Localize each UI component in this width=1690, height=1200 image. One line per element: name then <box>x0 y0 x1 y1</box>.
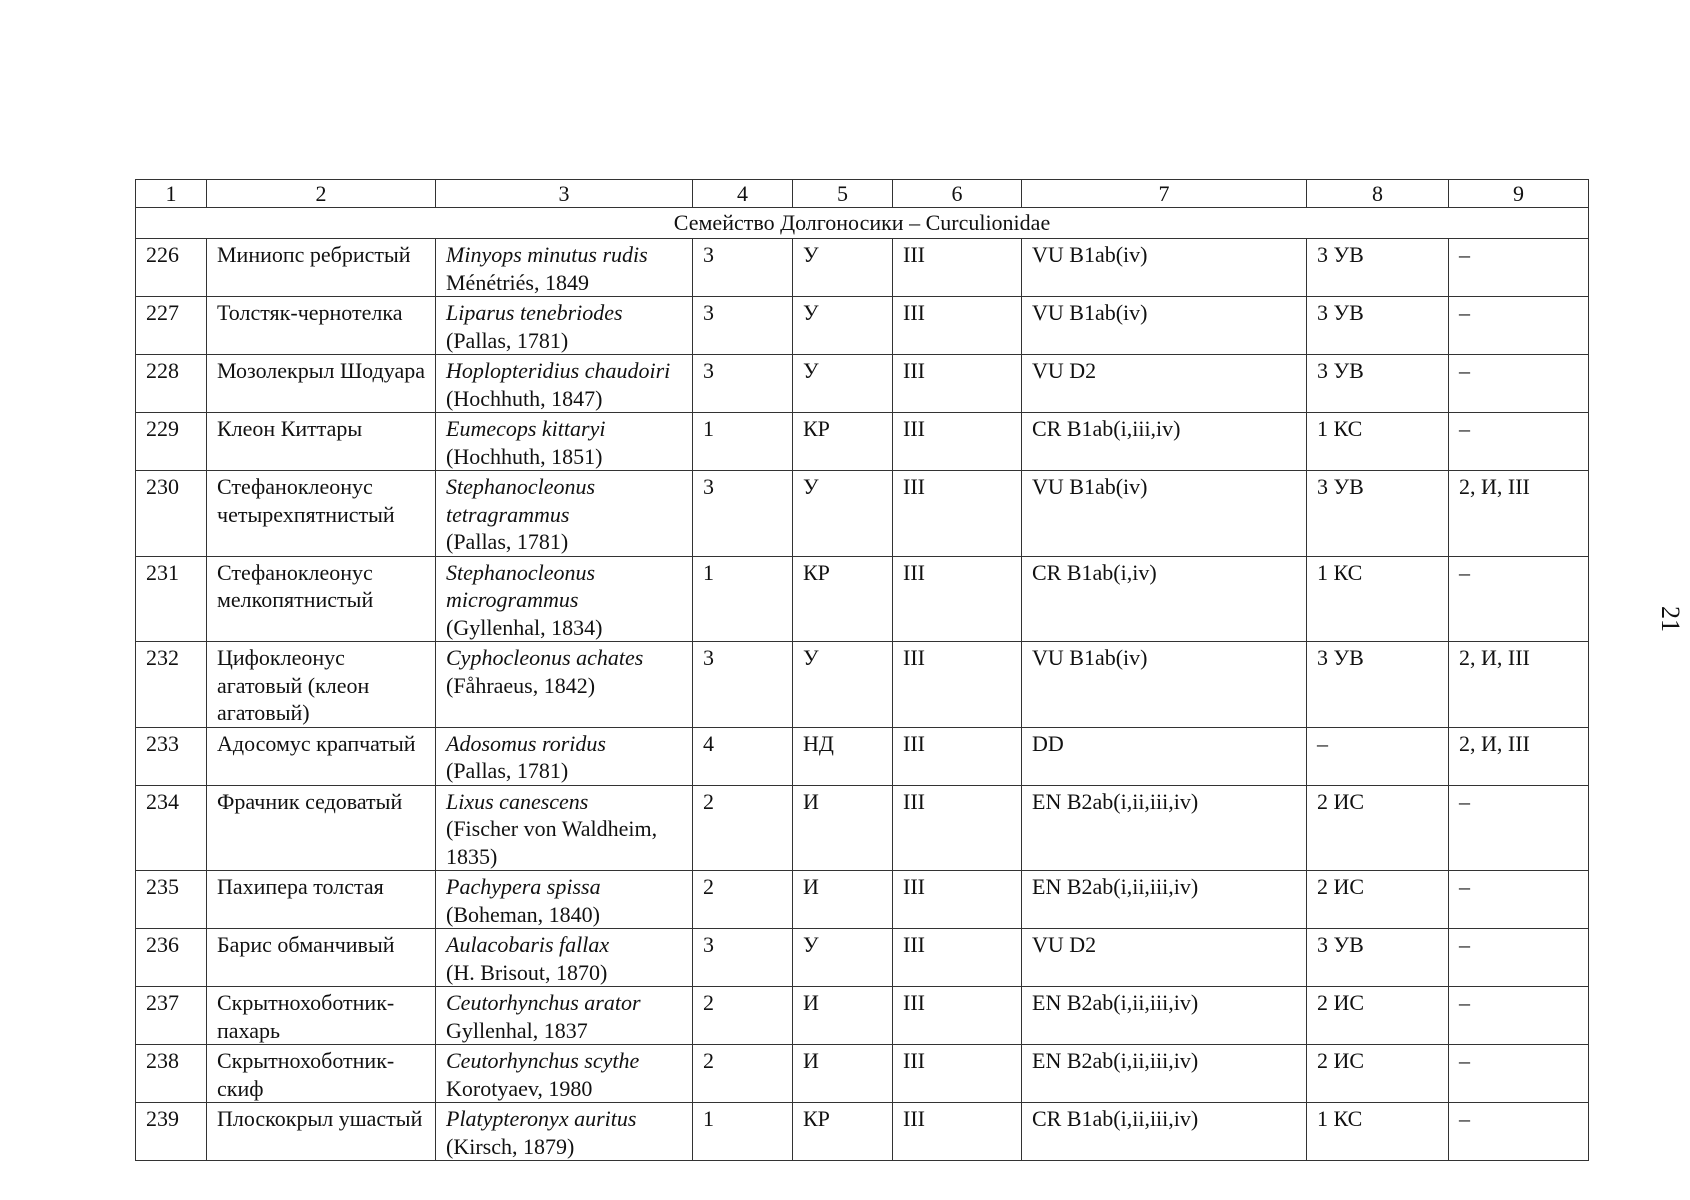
iucn-criteria-cell: CR B1ab(i,ii,iii,iv) <box>1022 1103 1307 1161</box>
priority-cell: III <box>893 642 1022 728</box>
priority-cell: III <box>893 987 1022 1045</box>
latin-binomial: Cyphocleonus achates <box>446 645 644 670</box>
taxon-author: (Fåhraeus, 1842) <box>446 672 596 698</box>
category-cell: 2 <box>693 1045 793 1103</box>
table-row <box>136 239 1589 297</box>
iucn-criteria-cell: VU B1ab(iv) <box>1022 471 1307 557</box>
row-number-cell: 229 <box>136 413 207 471</box>
notes-cell: – <box>1449 1103 1589 1161</box>
taxon-author: (Hochhuth, 1851) <box>446 443 603 469</box>
latin-binomial: Lixus canescens <box>446 788 589 814</box>
column-header: 3 <box>436 180 693 208</box>
row-number-cell: 238 <box>136 1045 207 1103</box>
species-name-cell: Мозолекрыл Шодуара <box>207 355 436 413</box>
row-number-cell: 239 <box>136 1103 207 1161</box>
notes-cell: – <box>1449 413 1589 471</box>
column-header-row <box>136 180 1589 208</box>
taxon-author: Korotyaev, 1980 <box>446 1075 593 1101</box>
row-number-cell: 228 <box>136 355 207 413</box>
row-number-cell: 235 <box>136 871 207 929</box>
priority-cell: III <box>893 471 1022 557</box>
priority-cell: III <box>893 1045 1022 1103</box>
taxon-author: (Pallas, 1781) <box>446 758 569 783</box>
iucn-criteria-cell: EN B2ab(i,ii,iii,iv) <box>1022 1045 1307 1103</box>
species-name-cell: Клеон Киттары <box>207 413 436 471</box>
latin-binomial: Stephanocleonus tetragrammus <box>446 474 596 527</box>
table-row <box>136 413 1589 471</box>
column-header: 5 <box>793 180 893 208</box>
column-header: 9 <box>1449 180 1589 208</box>
status-cell: У <box>793 297 893 355</box>
row-number-cell: 227 <box>136 297 207 355</box>
notes-cell: 2, И, III <box>1449 471 1589 557</box>
regional-status-cell: 3 УВ <box>1307 239 1449 297</box>
row-number-cell: 233 <box>136 727 207 785</box>
status-cell: И <box>793 871 893 929</box>
table-row <box>136 1103 1589 1161</box>
taxon-author: (Pallas, 1781) <box>446 529 569 554</box>
family-heading-row <box>136 208 1589 239</box>
status-cell: КР <box>793 556 893 642</box>
priority-cell: III <box>893 929 1022 987</box>
category-cell: 1 <box>693 413 793 471</box>
priority-cell: III <box>893 297 1022 355</box>
status-cell: КР <box>793 413 893 471</box>
category-cell: 2 <box>693 785 793 871</box>
latin-name-cell <box>436 1103 693 1161</box>
table-row <box>136 642 1589 728</box>
table-row <box>136 1045 1589 1103</box>
priority-cell: III <box>893 355 1022 413</box>
status-cell: И <box>793 987 893 1045</box>
column-header: 1 <box>136 180 207 208</box>
category-cell: 1 <box>693 556 793 642</box>
notes-cell: 2, И, III <box>1449 642 1589 728</box>
notes-cell: – <box>1449 785 1589 871</box>
regional-status-cell: 3 УВ <box>1307 471 1449 557</box>
iucn-criteria-cell: VU B1ab(iv) <box>1022 297 1307 355</box>
column-header: 4 <box>693 180 793 208</box>
column-header: 6 <box>893 180 1022 208</box>
species-name-cell: Пахипера толстая <box>207 871 436 929</box>
latin-name-cell <box>436 297 693 355</box>
row-number-cell: 230 <box>136 471 207 557</box>
priority-cell: III <box>893 785 1022 871</box>
regional-status-cell: 2 ИС <box>1307 987 1449 1045</box>
status-cell: У <box>793 471 893 557</box>
latin-binomial: Stephanocleonus microgrammus <box>446 559 596 612</box>
latin-binomial: Ceutorhynchus arator <box>446 990 641 1015</box>
row-number-cell: 231 <box>136 556 207 642</box>
row-number-cell: 236 <box>136 929 207 987</box>
taxon-author: (H. Brisout, 1870) <box>446 959 608 985</box>
notes-cell: – <box>1449 987 1589 1045</box>
notes-cell: – <box>1449 297 1589 355</box>
latin-binomial: Platypteronyx auritus <box>446 1106 637 1131</box>
iucn-criteria-cell: EN B2ab(i,ii,iii,iv) <box>1022 785 1307 871</box>
taxon-author: (Fischer von Waldheim, 1835) <box>446 816 658 869</box>
taxon-author: Ménétriés, 1849 <box>446 269 589 295</box>
notes-cell: – <box>1449 871 1589 929</box>
latin-binomial: Minyops minutus rudis <box>446 242 648 267</box>
species-name-cell: Барис обманчивый <box>207 929 436 987</box>
iucn-criteria-cell: CR B1ab(i,iii,iv) <box>1022 413 1307 471</box>
regional-status-cell: 3 УВ <box>1307 297 1449 355</box>
taxon-author: (Gyllenhal, 1834) <box>446 614 603 640</box>
status-cell: У <box>793 239 893 297</box>
row-number-cell: 237 <box>136 987 207 1045</box>
iucn-criteria-cell: VU D2 <box>1022 929 1307 987</box>
regional-status-cell: 1 КС <box>1307 1103 1449 1161</box>
priority-cell: III <box>893 413 1022 471</box>
regional-status-cell: 2 ИС <box>1307 1045 1449 1103</box>
regional-status-cell: 3 УВ <box>1307 929 1449 987</box>
priority-cell: III <box>893 727 1022 785</box>
latin-binomial: Liparus tenebriodes <box>446 300 623 325</box>
row-number-cell: 226 <box>136 239 207 297</box>
status-cell: НД <box>793 727 893 785</box>
iucn-criteria-cell: VU B1ab(iv) <box>1022 239 1307 297</box>
species-name-cell: Миниопс ребристый <box>207 239 436 297</box>
table-row <box>136 556 1589 642</box>
latin-binomial: Eumecops kittaryi <box>446 416 606 441</box>
table-row <box>136 929 1589 987</box>
species-name-cell: Адосомус крапчатый <box>207 727 436 785</box>
latin-name-cell <box>436 1045 693 1103</box>
iucn-criteria-cell: DD <box>1022 727 1307 785</box>
latin-name-cell <box>436 471 693 557</box>
category-cell: 3 <box>693 355 793 413</box>
latin-name-cell <box>436 556 693 642</box>
iucn-criteria-cell: VU B1ab(iv) <box>1022 642 1307 728</box>
species-name-cell: Стефаноклеонус мелкопятнистый <box>207 556 436 642</box>
notes-cell: – <box>1449 556 1589 642</box>
status-cell: КР <box>793 1103 893 1161</box>
category-cell: 3 <box>693 297 793 355</box>
priority-cell: III <box>893 239 1022 297</box>
species-table <box>135 179 1589 1161</box>
category-cell: 4 <box>693 727 793 785</box>
status-cell: У <box>793 929 893 987</box>
regional-status-cell: 3 УВ <box>1307 355 1449 413</box>
priority-cell: III <box>893 871 1022 929</box>
category-cell: 2 <box>693 871 793 929</box>
latin-name-cell <box>436 785 693 871</box>
latin-name-cell <box>436 355 693 413</box>
latin-binomial: Aulacobaris fallax <box>446 932 610 957</box>
regional-status-cell: 1 КС <box>1307 556 1449 642</box>
latin-name-cell <box>436 413 693 471</box>
table-row <box>136 871 1589 929</box>
column-header: 7 <box>1022 180 1307 208</box>
latin-binomial: Ceutorhynchus scythe <box>446 1048 640 1073</box>
taxon-author: (Hochhuth, 1847) <box>446 385 603 411</box>
priority-cell: III <box>893 1103 1022 1161</box>
latin-name-cell <box>436 642 693 728</box>
species-name-cell: Плоскокрыл ушастый <box>207 1103 436 1161</box>
row-number-cell: 232 <box>136 642 207 728</box>
category-cell: 3 <box>693 239 793 297</box>
priority-cell: III <box>893 556 1022 642</box>
taxon-author: Gyllenhal, 1837 <box>446 1017 588 1043</box>
category-cell: 1 <box>693 1103 793 1161</box>
latin-name-cell <box>436 871 693 929</box>
iucn-criteria-cell: CR B1ab(i,iv) <box>1022 556 1307 642</box>
status-cell: И <box>793 1045 893 1103</box>
table-row <box>136 355 1589 413</box>
latin-name-cell <box>436 929 693 987</box>
iucn-criteria-cell: EN B2ab(i,ii,iii,iv) <box>1022 871 1307 929</box>
species-name-cell: Скрытнохоботник-пахарь <box>207 987 436 1045</box>
taxon-author: (Pallas, 1781) <box>446 327 569 353</box>
latin-name-cell <box>436 987 693 1045</box>
status-cell: У <box>793 355 893 413</box>
taxon-author: (Boheman, 1840) <box>446 901 600 927</box>
notes-cell: 2, И, III <box>1449 727 1589 785</box>
status-cell: И <box>793 785 893 871</box>
species-name-cell: Стефаноклеонус четырехпятнистый <box>207 471 436 557</box>
regional-status-cell: 1 КС <box>1307 413 1449 471</box>
latin-binomial: Hoplopteridius chaudoiri <box>446 358 671 383</box>
latin-name-cell <box>436 727 693 785</box>
iucn-criteria-cell: EN B2ab(i,ii,iii,iv) <box>1022 987 1307 1045</box>
table-row <box>136 785 1589 871</box>
table-row <box>136 471 1589 557</box>
category-cell: 3 <box>693 642 793 728</box>
latin-binomial: Adosomus roridus <box>446 730 606 756</box>
species-name-cell: Фрачник седоватый <box>207 785 436 871</box>
regional-status-cell: 2 ИС <box>1307 871 1449 929</box>
taxon-author: (Kirsch, 1879) <box>446 1133 575 1159</box>
table-row <box>136 987 1589 1045</box>
notes-cell: – <box>1449 239 1589 297</box>
species-name-cell: Толстяк-чернотелка <box>207 297 436 355</box>
latin-name-cell <box>436 239 693 297</box>
column-header: 8 <box>1307 180 1449 208</box>
status-cell: У <box>793 642 893 728</box>
latin-binomial: Pachypera spissa <box>446 874 601 899</box>
category-cell: 2 <box>693 987 793 1045</box>
notes-cell: – <box>1449 1045 1589 1103</box>
page-number: 21 <box>1656 606 1685 632</box>
category-cell: 3 <box>693 471 793 557</box>
regional-status-cell: 2 ИС <box>1307 785 1449 871</box>
species-name-cell: Скрытнохоботник-скиф <box>207 1045 436 1103</box>
notes-cell: – <box>1449 929 1589 987</box>
regional-status-cell: 3 УВ <box>1307 642 1449 728</box>
notes-cell: – <box>1449 355 1589 413</box>
iucn-criteria-cell: VU D2 <box>1022 355 1307 413</box>
species-name-cell: Цифоклеонус агатовый (клеон агатовый) <box>207 642 436 728</box>
table-row <box>136 297 1589 355</box>
regional-status-cell: – <box>1307 727 1449 785</box>
column-header: 2 <box>207 180 436 208</box>
row-number-cell: 234 <box>136 785 207 871</box>
family-heading: Семейство Долгоносики – Curculionidae <box>136 208 1589 239</box>
category-cell: 3 <box>693 929 793 987</box>
table-row <box>136 727 1589 785</box>
